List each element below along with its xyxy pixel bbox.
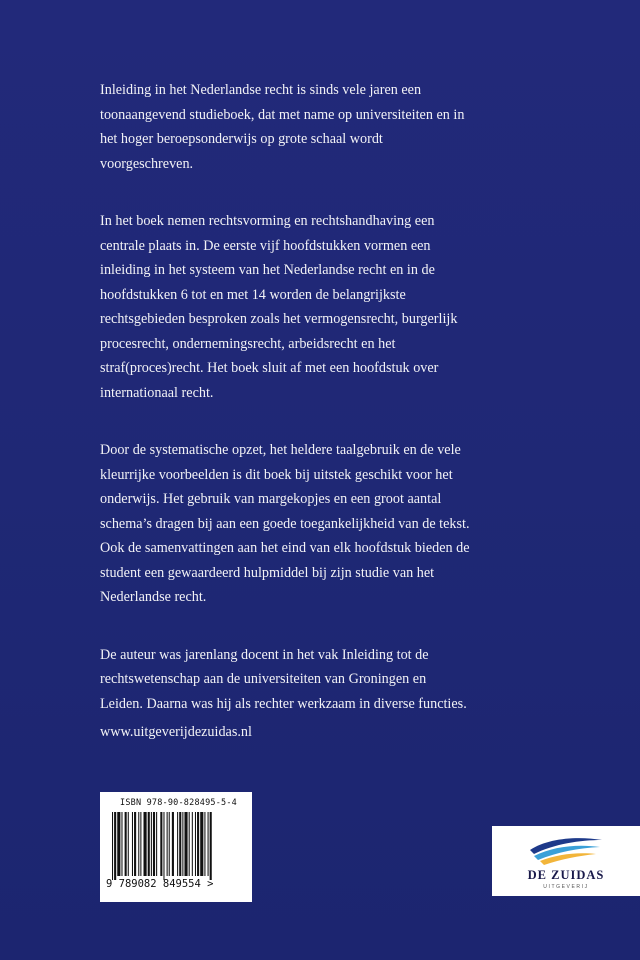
- paragraph-content: [100, 209, 500, 405]
- text-line: centrale plaats in. De eerste vijf hoofdstukken vormen een: [100, 237, 431, 254]
- barcode-bar: [210, 812, 212, 880]
- text-line: rechtsgebieden besproken zoals het vermogensrecht, burgerlijk: [100, 311, 458, 327]
- text-line: De auteur was jarenlang docent in het vak Inleiding tot de: [100, 646, 429, 663]
- barcode-bar: [134, 812, 136, 876]
- text-line: procesrecht, ondernemingsrecht, arbeidsrecht en het: [100, 335, 396, 352]
- text-line: rechtswetenschap aan de universiteiten van Groningen en: [100, 671, 427, 687]
- text-line: onderwijs. Het gebruik van margekopjes en een groot aantal: [100, 491, 442, 507]
- barcode-bar: [151, 812, 152, 876]
- barcode-bar: [160, 812, 162, 876]
- barcode-bar: [167, 812, 168, 876]
- publisher-name: DE ZUIDAS: [527, 868, 605, 882]
- text-line: het hoger beroepsonderwijs op grote schaal wordt: [100, 131, 383, 147]
- barcode-bar: [169, 812, 170, 876]
- barcode-bar: [132, 812, 133, 876]
- barcode-bar: [177, 812, 178, 876]
- publisher-tagline: UITGEVERIJ: [543, 884, 589, 890]
- barcode-bar: [112, 812, 113, 880]
- text-line: student een gewaardeerd hulpmiddel bij zijn studie van het: [100, 564, 435, 581]
- text-line: voorgeschreven.: [100, 155, 194, 172]
- barcode-bar: [163, 812, 164, 880]
- barcode-bar: [195, 812, 196, 876]
- barcode-bar: [189, 812, 190, 876]
- barcode-bar: [179, 812, 181, 876]
- text-line: Ook de samenvattingen aan het eind van elk hoofdstuk bieden de: [100, 540, 470, 556]
- barcode-bar: [128, 812, 129, 876]
- text-line: Door de systematische opzet, het heldere taalgebruik en de vele: [100, 442, 461, 458]
- paragraph-intro: [100, 78, 500, 176]
- zuidas-swoosh-icon: [528, 834, 604, 868]
- barcode-bar: [208, 812, 209, 876]
- text-line: inleiding in het systeem van het Nederlandse recht en in de: [100, 262, 435, 278]
- blurb-text: [100, 78, 500, 749]
- barcode-bar: [144, 812, 147, 876]
- barcode-bar: [156, 812, 157, 876]
- publisher-website: www.uitgeverijdezuidas.nl: [100, 724, 252, 740]
- barcode-bar: [192, 812, 193, 876]
- barcode-bar: [197, 812, 199, 876]
- text-line: Inleiding in het Nederlandse recht is sinds vele jaren een: [100, 82, 422, 98]
- text-line: toonaangevend studieboek, dat met name op universiteiten en in: [100, 106, 465, 123]
- text-line: In het boek nemen rechtsvorming en rechtshandhaving een: [100, 213, 435, 229]
- isbn-barcode: [100, 792, 252, 902]
- isbn-number: ISBN 978-90-828495-5-4: [120, 798, 237, 808]
- publisher-logo: [492, 826, 640, 896]
- barcode-bar: [117, 812, 120, 876]
- barcode-bar: [184, 812, 187, 876]
- paragraph-didactics: [100, 438, 500, 610]
- barcode-bar: [121, 812, 122, 876]
- text-line: straf(proces)recht. Het boek sluit af met een hoofdstuk over: [100, 360, 439, 376]
- barcode-bar: [182, 812, 183, 876]
- barcode-digits: 9 789082 849554 >: [106, 878, 214, 890]
- barcode-bar: [114, 812, 116, 880]
- barcode-bars: [110, 812, 242, 880]
- barcode-bar: [172, 812, 174, 876]
- text-line: schema’s dragen bij aan een goede toegankelijkheid van de tekst.: [100, 515, 470, 532]
- text-line: Leiden. Daarna was hij als rechter werkzaam in diverse functies.: [100, 695, 467, 712]
- text-line: kleurrijke voorbeelden is dit boek bij uitstek geschikt voor het: [100, 466, 453, 483]
- barcode-bar: [140, 812, 141, 876]
- barcode-bar: [148, 812, 150, 876]
- paragraph-author: [100, 643, 500, 717]
- barcode-bar: [204, 812, 205, 876]
- barcode-bar: [138, 812, 139, 876]
- barcode-bar: [200, 812, 203, 876]
- text-line: internationaal recht.: [100, 384, 214, 401]
- barcode-bar: [125, 812, 127, 876]
- text-line: Nederlandse recht.: [100, 589, 207, 605]
- barcode-bar: [153, 812, 155, 876]
- text-line: hoofdstukken 6 tot en met 14 worden de belangrijkste: [100, 286, 406, 303]
